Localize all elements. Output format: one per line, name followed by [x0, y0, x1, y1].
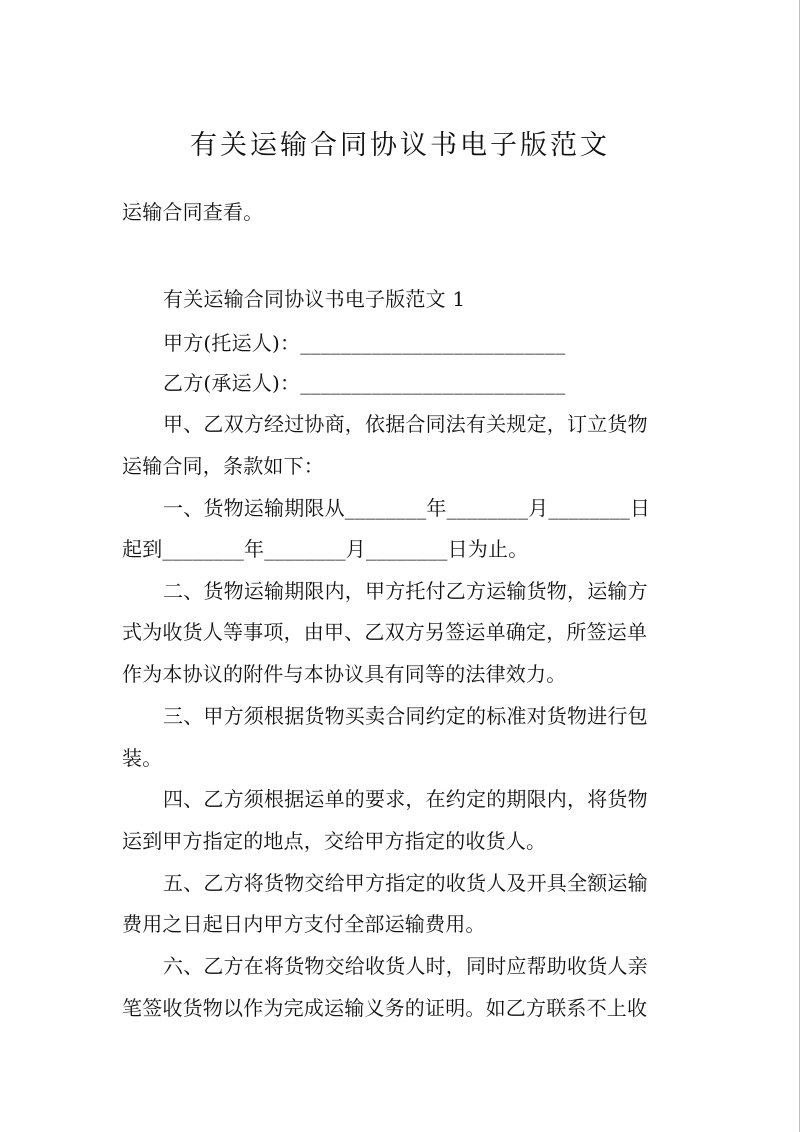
clause-2-line: 作为本协议的附件与本协议具有同等的法律效力。 — [122, 662, 567, 686]
intro-line: 运输合同查看。 — [122, 200, 264, 224]
clause-6-line: 六、乙方在将货物交给收货人时，同时应帮助收货人亲 — [163, 954, 648, 978]
clause-3-line: 三、甲方须根据货物买卖合同约定的标准对货物进行包 — [163, 704, 648, 728]
clause-4-line: 运到甲方指定的地点，交给甲方指定的收货人。 — [122, 829, 547, 853]
clause-3-line: 装。 — [122, 746, 163, 770]
clause-6-line: 笔签收货物以作为完成运输义务的证明。如乙方联系不上收 — [122, 996, 648, 1020]
clause-2-line: 二、货物运输期限内，甲方托付乙方运输货物，运输方 — [163, 579, 648, 603]
clause-5-line: 费用之日起日内甲方支付全部运输费用。 — [122, 912, 486, 936]
party-a-line: 甲方(托运人)：__________________________ — [163, 331, 566, 355]
document-title: 有关运输合同协议书电子版范文 — [190, 130, 610, 161]
clause-1-line: 起到________年________月________日为止。 — [122, 537, 529, 561]
paragraph-line: 运输合同，条款如下： — [122, 454, 324, 478]
clause-4-line: 四、乙方须根据运单的要求，在约定的期限内，将货物 — [163, 787, 648, 811]
section-heading: 有关运输合同协议书电子版范文 1 — [163, 287, 466, 311]
party-b-line: 乙方(承运人)：__________________________ — [163, 371, 566, 395]
clause-5-line: 五、乙方将货物交给甲方指定的收货人及开具全额运输 — [163, 871, 648, 895]
clause-2-line: 式为收货人等事项，由甲、乙双方另签运单确定，所签运单 — [122, 620, 648, 644]
paragraph-line: 甲、乙双方经过协商，依据合同法有关规定，订立货物 — [163, 412, 648, 436]
clause-1-line: 一、货物运输期限从________年________月________日 — [163, 496, 651, 520]
